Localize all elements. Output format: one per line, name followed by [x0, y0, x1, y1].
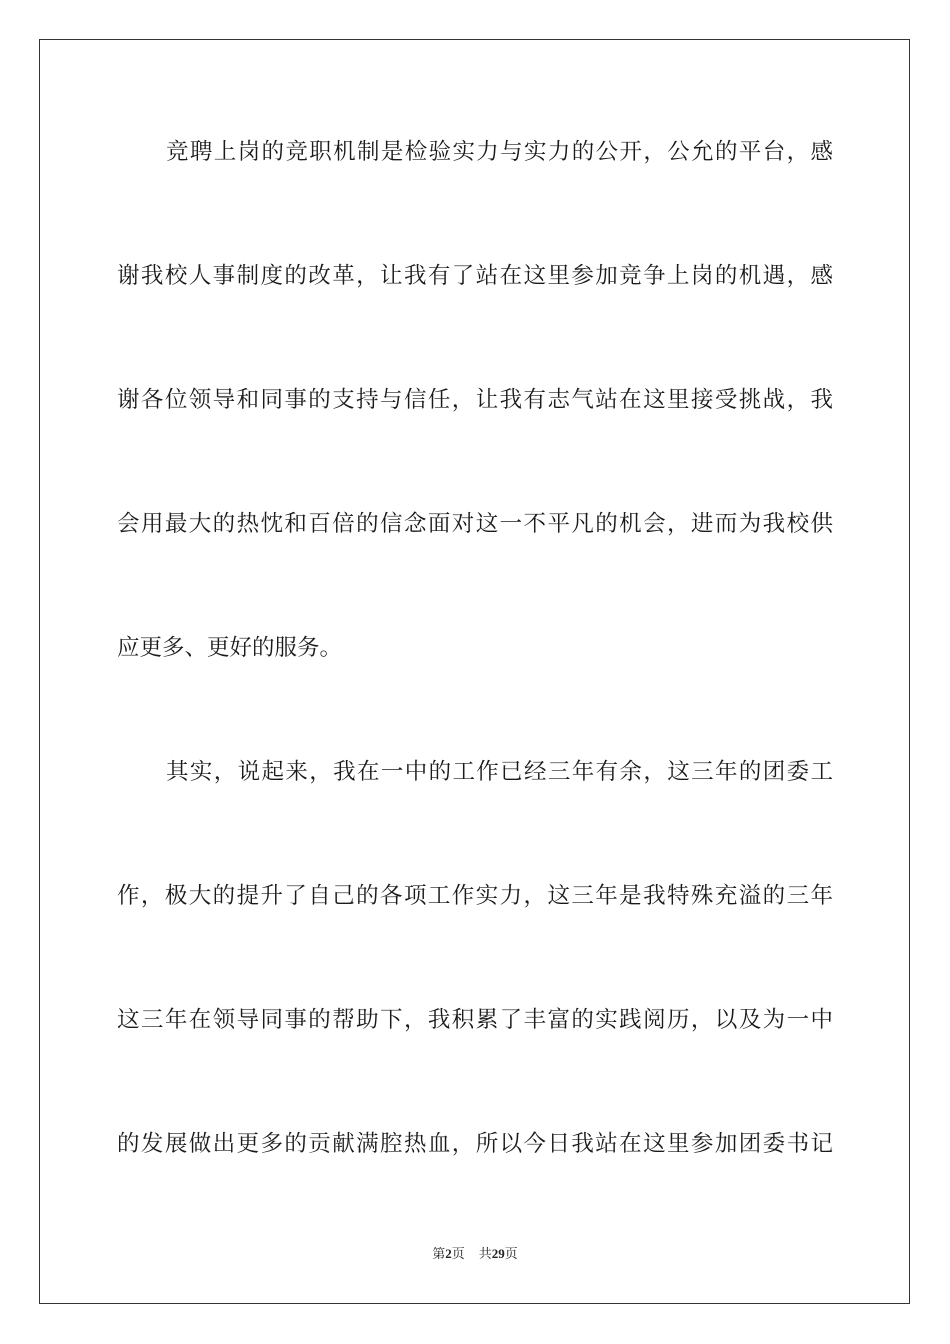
- paragraph-1-line-1: 竞聘上岗的竞职机制是检验实力与实力的公开，公允的平台，感: [166, 139, 833, 165]
- page-number: 第2页: [432, 1246, 465, 1261]
- paragraph-2-line-3: 这三年在领导同事的帮助下，我积累了丰富的实践阅历，以及为一中: [117, 1007, 833, 1033]
- total-pages: 共29页: [478, 1246, 518, 1261]
- paragraph-1-line-2: 谢我校人事制度的改革，让我有了站在这里参加竞争上岗的机遇，感: [117, 263, 833, 289]
- paragraph-1-line-5: 应更多、更好的服务。: [117, 635, 343, 661]
- paragraph-1-line-4: 会用最大的热忱和百倍的信念面对这一不平凡的机会，进而为我校供: [117, 511, 833, 537]
- paragraph-2-line-1: 其实，说起来，我在一中的工作已经三年有余，这三年的团委工: [166, 759, 833, 785]
- paragraph-1-line-3: 谢各位领导和同事的支持与信任，让我有志气站在这里接受挑战，我: [117, 387, 833, 413]
- page-footer: [0, 1243, 950, 1262]
- paragraph-2-line-4: 的发展做出更多的贡献满腔热血，所以今日我站在这里参加团委书记: [117, 1131, 833, 1157]
- paragraph-2-line-2: 作，极大的提升了自己的各项工作实力，这三年是我特殊充溢的三年: [117, 883, 833, 909]
- page-border: [39, 39, 910, 1304]
